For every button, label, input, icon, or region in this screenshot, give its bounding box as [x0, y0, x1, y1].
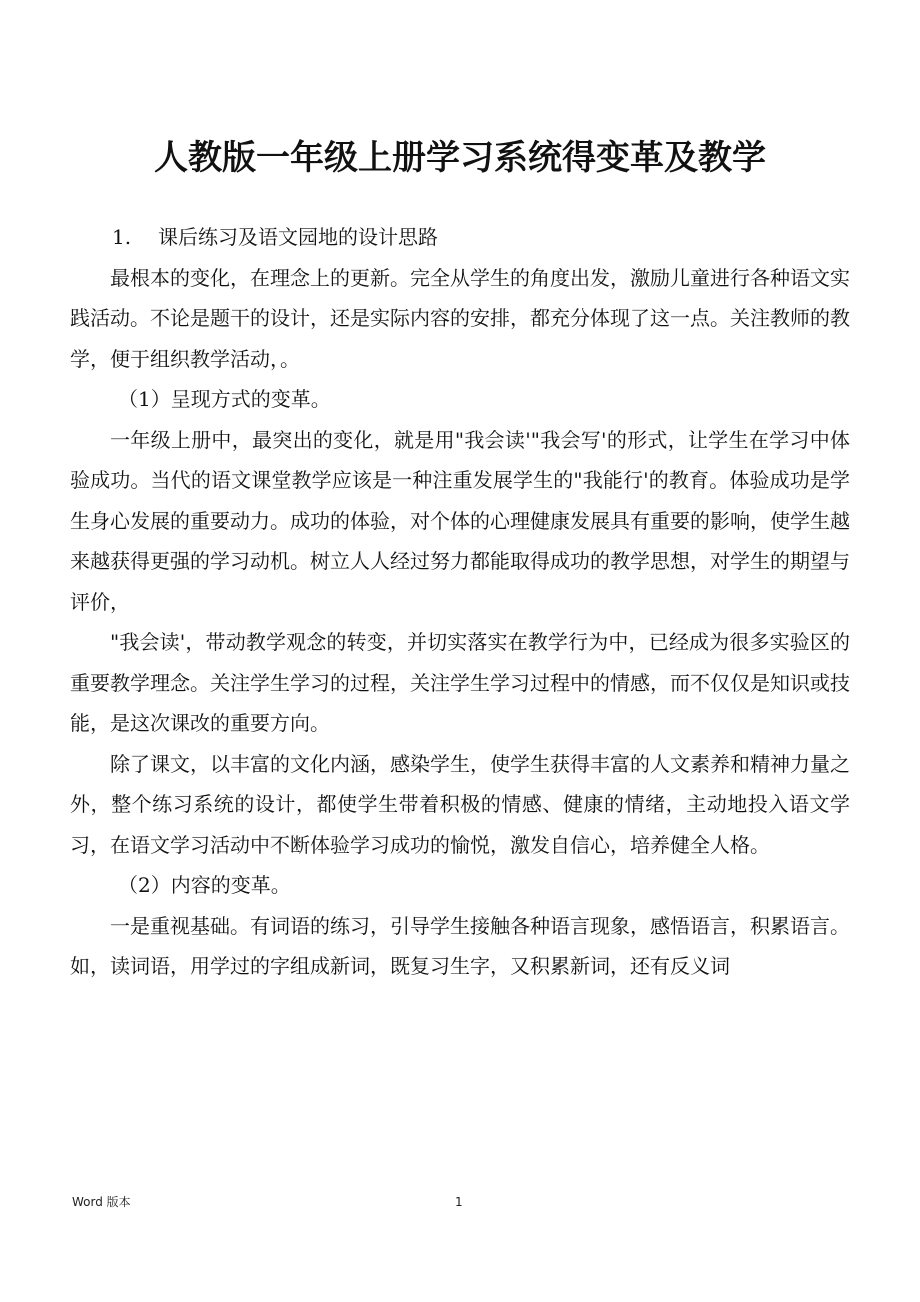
- page-number: 1: [455, 1195, 463, 1209]
- paragraph: 一是重视基础。有词语的练习，引导学生接触各种语言现象，感悟语言，积累语言。如，读词语，用学过的字组成新词，既复习生字，又积累新词，还有反义词: [70, 913, 850, 978]
- section-number: 1.: [112, 225, 132, 249]
- section-heading-text: 课后练习及语文园地的设计思路: [158, 225, 438, 249]
- subsection-heading: （2）内容的变革。: [118, 873, 291, 897]
- subsection-heading: （1）呈现方式的变革。: [118, 387, 331, 411]
- footer-label: Word 版本: [72, 1195, 131, 1209]
- document-title: 人教版一年级上册学习系统得变革及教学: [154, 138, 766, 178]
- section-heading: [70, 217, 850, 258]
- paragraph: 一年级上册中，最突出的变化，就是用"我会读'"我会写'的形式，让学生在学习中体验成功。当代的语文课堂教学应该是一种注重发展学生的"我能行'的教育。体验成功是学生身心发展的重要动力。成功的体验，对个体的心理健康发展具有重要的影响，使学生越来越获得更强的学习动机。树立人人经过努力都能取得成功的教学思想，对学生的期望与评价，: [70, 427, 850, 614]
- paragraph: "我会读'，带动教学观念的转变，并切实落实在教学行为中，已经成为很多实验区的重要教学理念。关注学生学习的过程，关注学生学习过程中的情感，而不仅仅是知识或技能，是这次课改的重要方向。: [70, 630, 850, 735]
- paragraph: 最根本的变化，在理念上的更新。完全从学生的角度出发，激励儿童进行各种语文实践活动。不论是题干的设计，还是实际内容的安排，都充分体现了这一点。关注教师的教学，便于组织教学活动，。: [70, 265, 850, 371]
- document-body: [70, 217, 850, 987]
- paragraph: 除了课文，以丰富的文化内涵，感染学生，使学生获得丰富的人文素养和精神力量之外，整个练习系统的设计，都使学生带着积极的情感、健康的情绪，主动地投入语文学习，在语文学习活动中不断体验学习成功的愉悦，激发自信心，培养健全人格。: [70, 751, 850, 857]
